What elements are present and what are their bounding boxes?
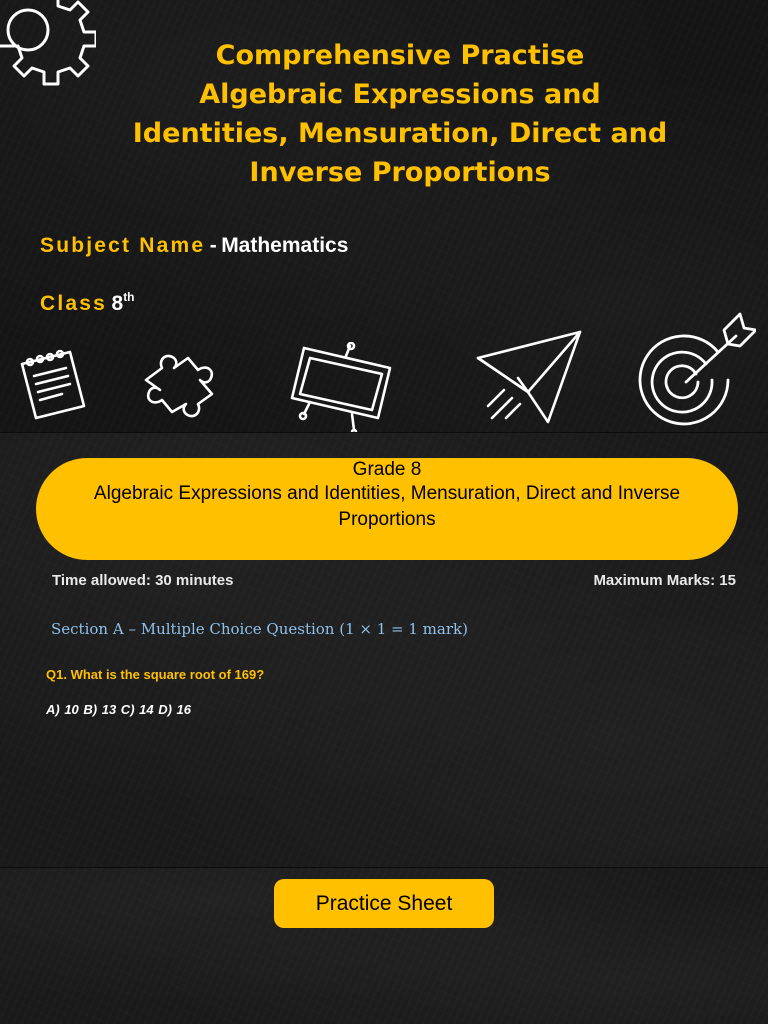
easel-board-icon xyxy=(288,342,394,434)
class-label: Class xyxy=(40,292,108,315)
class-suffix: th xyxy=(123,290,135,304)
subject-row xyxy=(40,234,348,258)
subject-separator: - xyxy=(209,234,217,257)
topics-label: Algebraic Expressions and Identities, Mensuration, Direct and Inverse Proportions xyxy=(93,483,681,530)
class-row xyxy=(40,292,135,316)
cover-title-line-2: Algebraic Expressions and xyxy=(199,79,601,110)
class-value: 8 xyxy=(111,292,124,315)
question-1-options: A) 10 B) 13 C) 14 D) 16 xyxy=(46,702,191,717)
cover-title-line-3: Identities, Mensuration, Direct and xyxy=(132,118,668,149)
subject-label: Subject Name xyxy=(40,234,206,257)
cover-title-line-4: Inverse Proportions xyxy=(249,157,551,188)
notepad-icon xyxy=(18,346,88,422)
cover-title-line-1: Comprehensive Practise xyxy=(215,40,585,71)
grade-banner xyxy=(36,458,738,560)
question-1: Q1. What is the square root of 169? xyxy=(46,667,265,682)
maximum-marks: Maximum Marks: 15 xyxy=(593,572,736,589)
paper-plane-icon xyxy=(474,328,584,424)
target-icon xyxy=(636,310,756,434)
subject-value: Mathematics xyxy=(221,234,349,257)
section-a-heading: Section A – Multiple Choice Question (1 × 1 = 1 mark) xyxy=(51,620,468,638)
puzzle-icon xyxy=(136,340,228,422)
gear-icon xyxy=(0,0,96,96)
grade-label: Grade 8 xyxy=(352,459,422,480)
time-allowed: Time allowed: 30 minutes xyxy=(52,572,234,589)
practice-sheet-button[interactable]: Practice Sheet xyxy=(274,879,494,928)
cover-title xyxy=(100,36,700,192)
